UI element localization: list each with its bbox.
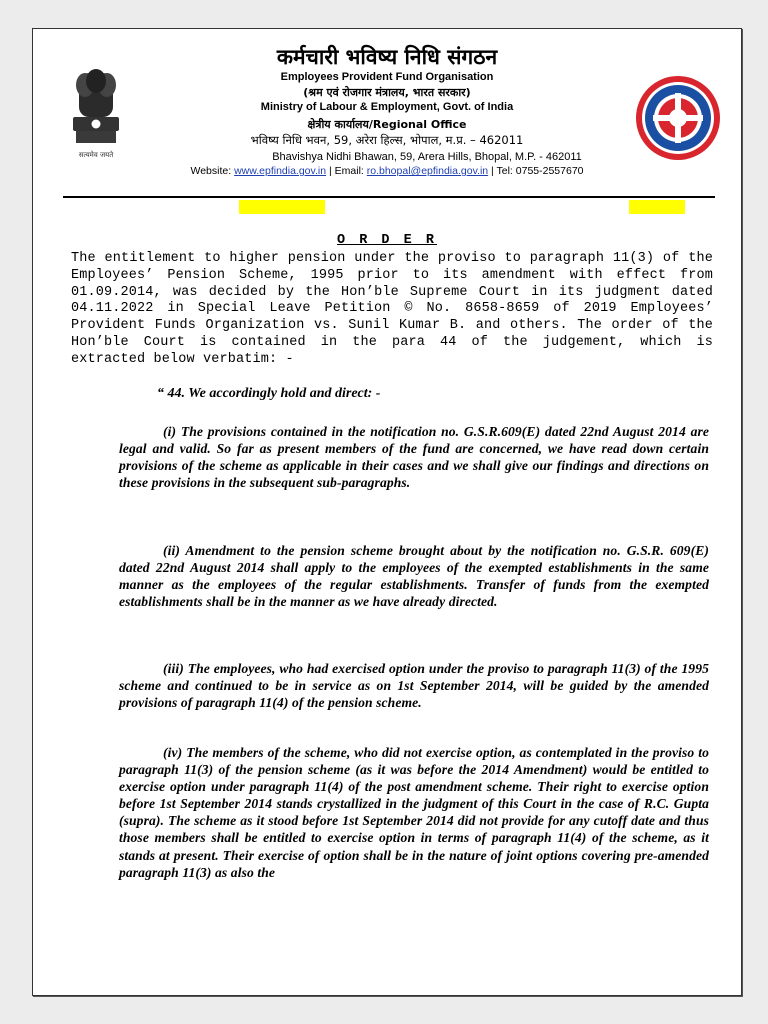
address-hindi: भविष्य निधि भवन, 59, अरेरा हिल्स, भोपाल, म.प्र. – 462011 (250, 133, 524, 147)
judgment-para-ii: (ii) Amendment to the pension scheme brought about by the notification no. G.S.R. 609(E) dated 22nd August 2014 shall apply to the employees of the exempted establishments in the same manner as the employees of the regular establishments. Transfer of funds from the exempted establishments shall be in the manner as we have already directed. (119, 543, 709, 610)
org-name-english: Employees Provident Fund Organisation (280, 71, 494, 83)
order-document (32, 28, 742, 996)
email-link[interactable]: ro.bhopal@epfindia.gov.in (366, 165, 489, 177)
highlight-mark (239, 200, 325, 214)
contact-line (33, 165, 741, 177)
ministry-hindi: (श्रम एवं रोजगार मंत्रालय, भारत सरकार) (303, 86, 471, 99)
email-label: | Email: (326, 165, 367, 177)
address-english: Bhavishya Nidhi Bhawan, 59, Arera Hills, Bhopal, M.P. - 462011 (272, 151, 582, 163)
order-title: O R D E R (337, 233, 437, 248)
judgment-para-iv: (iv) The members of the scheme, who did not exercise option, as contemplated in the proviso to paragraph 11(3) of the pension scheme (as it was before the 2014 Amendment) would be entitled to exercise option under paragraph 11(4) of the post amendment scheme. Their right to exercise option before 1st September 2014 stands crystallized in the judgment of this Court in the case of R.C. Gupta (supra). The scheme as it stood before 1st September 2014 did not provide for any cutoff date and thus those members shall be entitled to exercise option in terms of paragraph 11(4) of the scheme, as it stands at present. Their exercise of option shall be in the nature of joint options covering pre-amended paragraph 11(3) as also the (119, 745, 709, 880)
emblem-caption: सत्यमेव जयते (78, 151, 114, 159)
website-label: Website: (190, 165, 235, 177)
order-intro-paragraph: The entitlement to higher pension under the proviso to paragraph 11(3) of the Employees’ Pension Scheme, 1995 prior to its amendment with effect from 01.09.2014, was decided by the Hon’ble Supreme Court in its judgment dated 04.11.2022 in Special Leave Petition © No. 8658-8659 of 2019 Employees’ Provident Funds Organization vs. Sunil Kumar B. and others. The order of the Hon’ble Court is contained in the para 44 of the judgement, which is extracted below verbatim: - (71, 251, 713, 367)
regional-office-label: क्षेत्रीय कार्यालय/Regional Office (307, 118, 467, 131)
header-divider (63, 196, 715, 198)
epfo-logo-icon (633, 73, 723, 163)
website-link[interactable]: www.epfindia.gov.in (234, 165, 327, 177)
quote-lead: “ 44. We accordingly hold and direct: - (157, 386, 381, 401)
highlight-mark (629, 200, 685, 214)
telephone: | Tel: 0755-2557670 (488, 165, 584, 177)
judgment-para-iii: (iii) The employees, who had exercised option under the proviso to paragraph 11(3) of the 1995 scheme and continued to be in service as on 1st September 2014, will be guided by the amended provisions of paragraph 11(4) of the pension scheme. (119, 661, 709, 711)
org-name-hindi: कर्मचारी भविष्य निधि संगठन (276, 45, 498, 69)
ministry-english: Ministry of Labour & Employment, Govt. of India (260, 101, 514, 113)
judgment-para-i: (i) The provisions contained in the notification no. G.S.R.609(E) dated 22nd August 2014 are legal and valid. So far as present members of the fund are concerned, we have read down certain provisions of the scheme as applicable in their cases and we shall give our findings and directions on these provisions in the subsequent sub-paragraphs. (119, 424, 709, 491)
